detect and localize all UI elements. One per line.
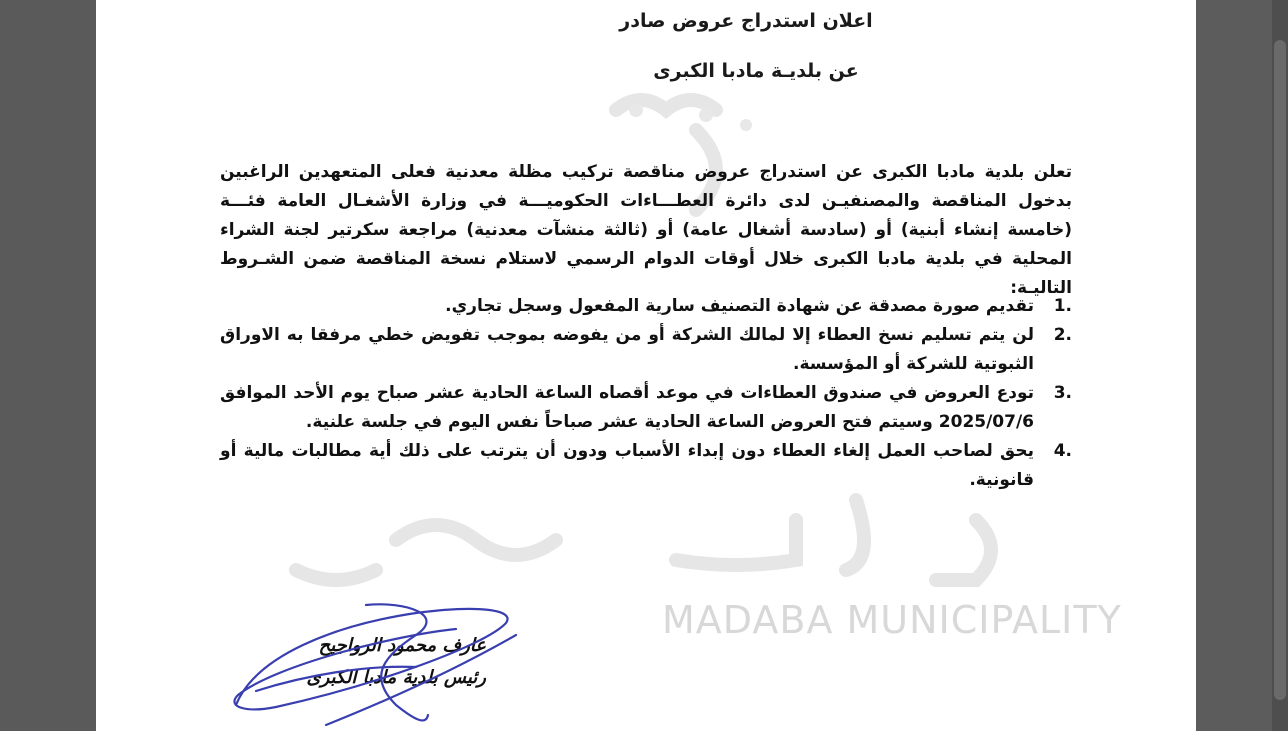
condition-text: يحق لصاحب العمل إلغاء العطاء دون إبداء الأسباب ودون أن يترتب على ذلك أية مطالبات مالية أو قانونية. [220,441,1034,490]
condition-number: 1. [1053,296,1072,316]
viewer-background-left [0,0,96,731]
watermark-text: MADABA MUNICIPALITY [662,598,1122,642]
conditions-list [220,292,1072,495]
condition-item [220,321,1072,379]
scrollbar-thumb[interactable] [1274,40,1286,700]
condition-item [220,379,1072,437]
condition-number: 2. [1053,325,1072,345]
signatory-title: رئيس بلدية مادبا الكبرى [306,667,486,688]
condition-number: 3. [1053,383,1072,403]
condition-number: 4. [1053,441,1072,461]
condition-text: تودع العروض في صندوق العطاءات في موعد أقصاه الساعة الحادية عشر صباح يوم الأحد الموافق 2025/07/6 وسيتم فتح العروض الساعة الحادية عشر صباحاً نفس اليوم في جلسة علنية. [220,383,1034,432]
signatory-name: عارف محمود الرواجيح [318,635,486,656]
condition-item [220,292,1072,321]
document-page [96,0,1196,731]
announcement-intro: تعلن بلدية مادبا الكبرى عن استدراج عروض مناقصة تركيب مظلة معدنية فعلى المتعهدين الراغبين بدخول المناقصة والمصنفيـن لدى دائرة العطـــاءات الحكوميـــة في وزارة الأشغـال العامة فئـــة (خامسة إنشاء أبنية) أو (سادسة أشغال عامة) أو (ثالثة منشآت معدنية) مراجعة سكرتير لجنة الشراء المحلية في بلدية مادبا الكبرى خلال أوقات الدوام الرسمي لاستلام نسخة المناقصة ضمن الشـروط التاليـة: [220,162,1072,298]
handwritten-signature [216,595,526,731]
condition-text: تقديم صورة مصدقة عن شهادة التصنيف سارية المفعول وسجل تجاري. [445,296,1034,316]
issuer-title: عن بلديـة مادبا الكبرى [653,60,859,82]
condition-text: لن يتم تسليم نسخ العطاء إلا لمالك الشركة أو من يفوضه بموجب تفويض خطي مرفقا به الاوراق الثبوتية للشركة أو المؤسسة. [220,325,1034,374]
announcement-title: اعلان استدراج عروض صادر [619,10,873,32]
condition-item [220,437,1072,495]
